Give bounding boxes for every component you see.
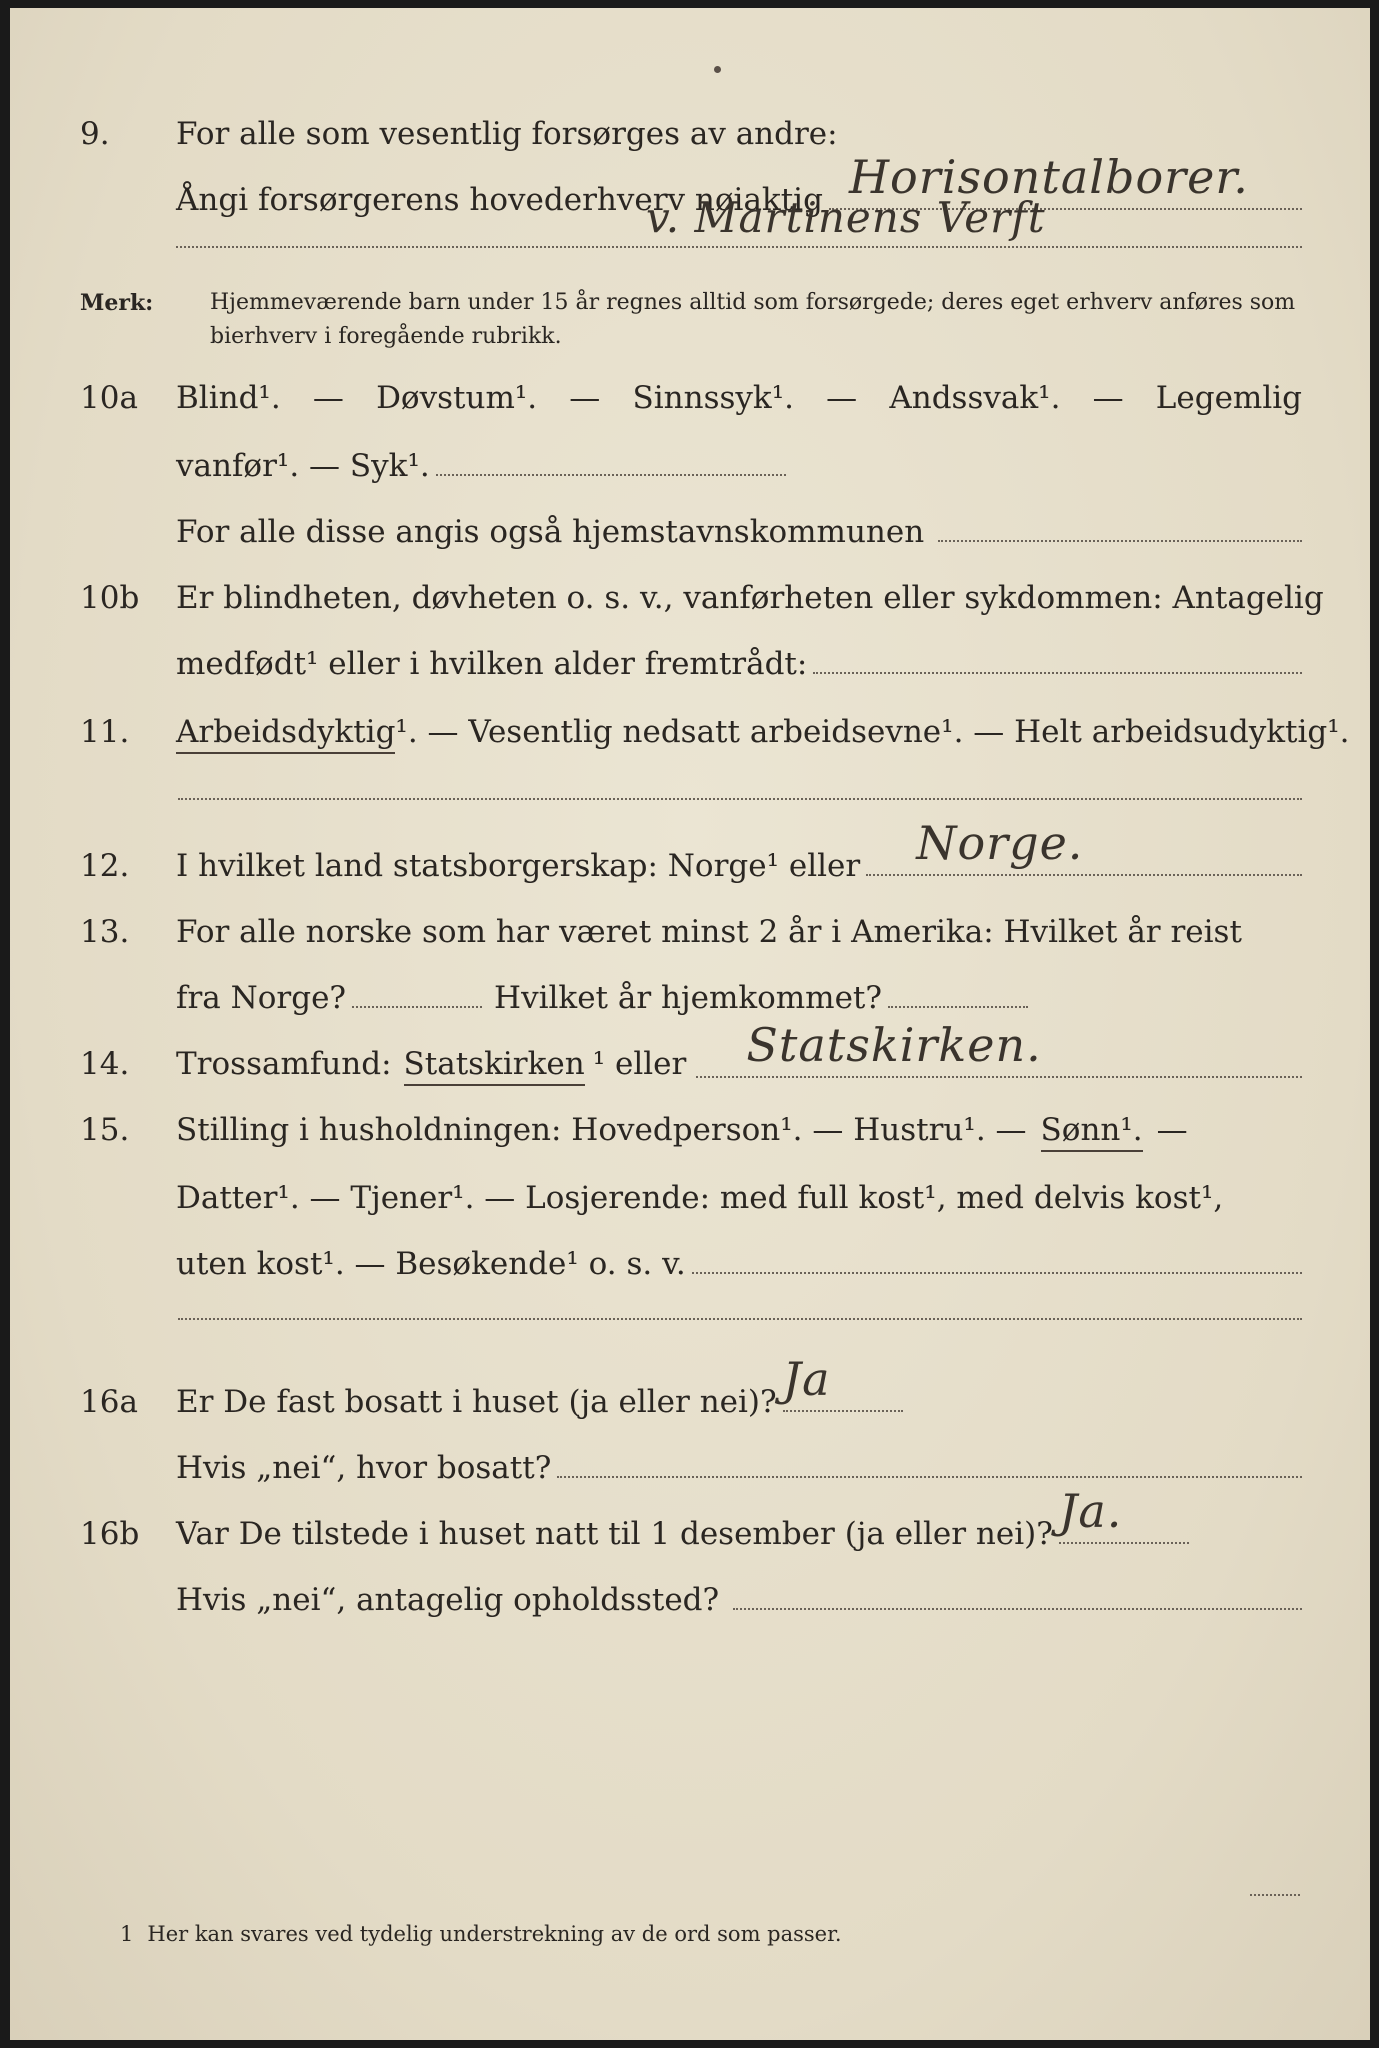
question-15-line1 (80, 1112, 1302, 1152)
question-16a-line2 (80, 1450, 1302, 1486)
form-page (10, 8, 1370, 2040)
question-text: For alle som vesentlig forsørges av andre: (176, 116, 838, 152)
question-16b-line2 (80, 1582, 1302, 1618)
question-text: Er blindheten, døvheten o. s. v., vanførheten eller sykdommen: Antagelig (176, 580, 1324, 616)
question-text: — (1156, 1112, 1188, 1148)
question-number: 11. (80, 714, 130, 750)
answer-field[interactable] (557, 1476, 1302, 1478)
question-text: Trossamfund: (176, 1046, 392, 1082)
footnote-marker: 1 (120, 1922, 134, 1946)
question-text: I hvilket land statsborgerskap: Norge¹ eller (176, 848, 861, 884)
answer-field[interactable] (352, 1006, 482, 1008)
question-10b-line2 (80, 646, 1302, 682)
question-15-line3 (80, 1246, 1302, 1282)
handwritten-answer: Horisontalborer. (848, 150, 1249, 204)
dotted-line (1250, 1894, 1300, 1896)
question-text: For alle disse angis også hjemstavnskommunen (176, 514, 925, 550)
option-selected: Arbeidsdyktig (176, 714, 395, 754)
question-11-line1 (80, 714, 1350, 754)
question-14-line (80, 1018, 1302, 1086)
question-10a-line2 (80, 448, 1302, 484)
question-text: Hvis „nei“, hvor bosatt? (176, 1450, 552, 1486)
option-selected: Sønn¹. (1041, 1112, 1143, 1152)
handwritten-answer: Statskirken. (746, 1018, 1042, 1072)
question-number: 16b (80, 1516, 140, 1552)
answer-field[interactable] (938, 540, 1302, 542)
option-selected: Statskirken (404, 1046, 585, 1086)
note-text: Hjemmeværende barn under 15 år regnes alltid som forsørgede; deres eget erhverv anføres som bierhverv i foregående rubrikk. (210, 290, 1296, 349)
handwritten-answer: Ja (782, 1352, 831, 1406)
question-text: Blind¹. — Døvstum¹. — Sinnssyk¹. — Andssvak¹. — Legemlig (176, 380, 1302, 416)
question-text: uten kost¹. — Besøkende¹ o. s. v. (176, 1246, 686, 1282)
question-text: Hvilket år hjemkommet? (494, 980, 883, 1016)
question-12-line (80, 816, 1302, 884)
question-number: 13. (80, 914, 130, 950)
answer-field[interactable] (436, 474, 786, 476)
question-text: Datter¹. — Tjener¹. — Losjerende: med full kost¹, med delvis kost¹, (176, 1180, 1224, 1216)
question-number: 14. (80, 1046, 130, 1082)
answer-field[interactable] (813, 672, 1302, 674)
answer-field[interactable] (1058, 1484, 1189, 1544)
note-label: Merk: (80, 290, 154, 316)
question-13-line1 (80, 914, 1302, 950)
question-number: 10b (80, 580, 140, 616)
question-text: medfødt¹ eller i hvilken alder fremtrådt: (176, 646, 808, 682)
handwritten-answer: Ja. (1058, 1484, 1123, 1538)
question-text: Er De fast bosatt i huset (ja eller nei)? (176, 1384, 777, 1420)
question-text: Hvis „nei“, antagelig opholdssted? (176, 1582, 720, 1618)
answer-field[interactable] (178, 798, 1302, 800)
question-text: Stilling i husholdningen: Hovedperson¹. — Hustru¹. — (176, 1112, 1027, 1148)
question-10b-line1 (80, 580, 1324, 616)
answer-field[interactable] (692, 1272, 1302, 1274)
handwritten-answer: Norge. (916, 816, 1084, 870)
question-13-line2 (80, 980, 1302, 1016)
question-number: 16a (80, 1384, 138, 1420)
question-10a-line3 (80, 514, 1302, 550)
answer-field[interactable] (733, 1608, 1302, 1610)
question-16b-line1 (80, 1484, 1302, 1552)
question-number: 15. (80, 1112, 130, 1148)
note-block (80, 286, 1302, 358)
answer-field[interactable] (782, 1352, 903, 1412)
answer-field[interactable] (866, 816, 1302, 876)
question-number: 9. (80, 116, 110, 152)
footnote-text: Her kan svares ved tydelig understrekning av de ord som passer. (147, 1922, 842, 1946)
answer-field[interactable] (888, 1006, 1028, 1008)
question-16a-line1 (80, 1352, 1302, 1420)
question-text: For alle norske som har været minst 2 år i Amerika: Hvilket år reist (176, 914, 1242, 950)
question-9-line1 (80, 116, 1302, 152)
footnote (120, 1922, 842, 1946)
question-text: Var De tilstede i huset natt til 1 desember (ja eller nei)? (176, 1516, 1053, 1552)
mark-dot (714, 66, 721, 73)
question-text: ¹ eller (592, 1046, 687, 1082)
answer-field[interactable] (696, 1018, 1302, 1078)
question-text: ¹. — Vesentlig nedsatt arbeidsevne¹. — Helt arbeidsudyktig¹. (395, 714, 1350, 750)
question-text: Ångi forsørgerens hovederhverv nøiaktig (176, 182, 823, 218)
question-10a-line1 (80, 380, 1302, 416)
question-text: fra Norge? (176, 980, 347, 1016)
question-text: vanfør¹. — Syk¹. (176, 448, 430, 484)
question-number: 12. (80, 848, 130, 884)
handwritten-answer: v. Martinens Verft (646, 193, 1046, 242)
question-15-line2 (80, 1180, 1302, 1216)
answer-field[interactable] (178, 1318, 1302, 1320)
question-number: 10a (80, 380, 138, 416)
